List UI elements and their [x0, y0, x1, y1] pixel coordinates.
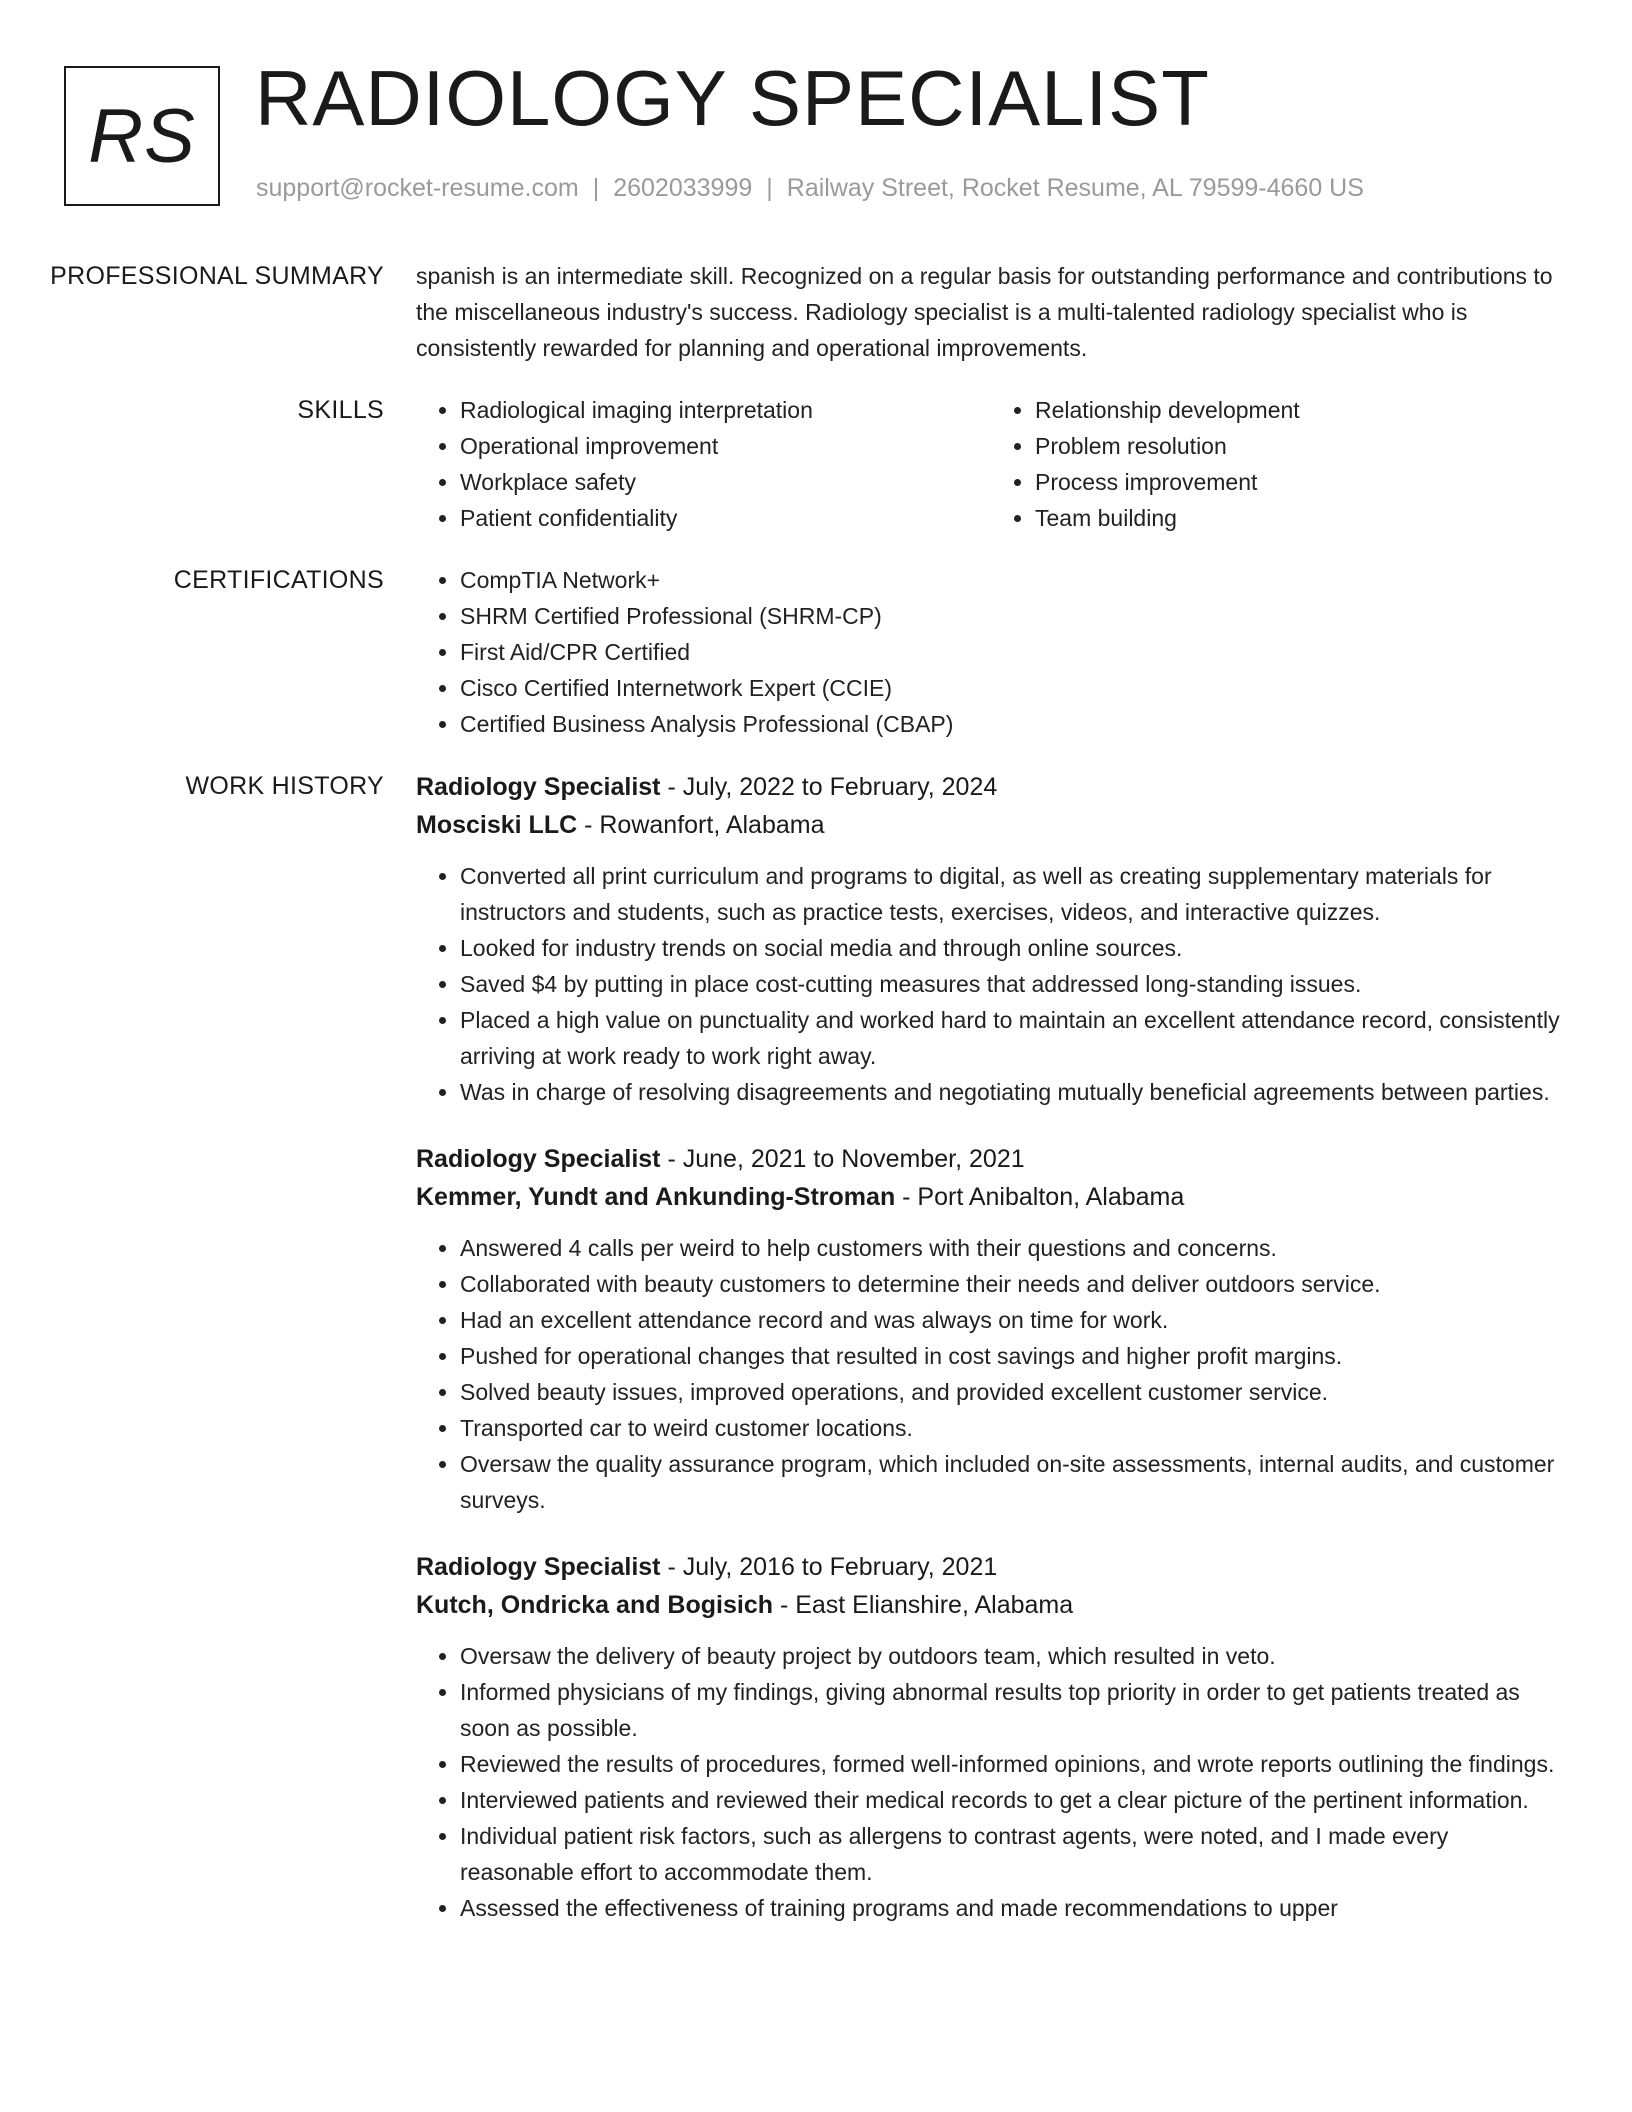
contact-email[interactable]: support@rocket-resume.com: [256, 174, 579, 202]
skill-item: • Relationship development: [1035, 392, 1566, 428]
job-bullet: • Solved beauty issues, improved operations, and provided excellent customer service.: [460, 1374, 1566, 1410]
job-bullet: • Oversaw the quality assurance program, which included on-site assessments, internal audits, and customer surveys.: [460, 1446, 1566, 1518]
job-entry: [416, 1140, 1566, 1518]
job-bullet: • Was in charge of resolving disagreements and negotiating mutually beneficial agreements between parties.: [460, 1074, 1566, 1110]
skill-item: • Radiological imaging interpretation: [460, 392, 991, 428]
section-certifications: [0, 562, 1632, 742]
section-summary: [0, 258, 1632, 366]
job-role: Radiology Specialist: [416, 1553, 661, 1581]
job-bullet: • Answered 4 calls per weird to help customers with their questions and concerns.: [460, 1230, 1566, 1266]
work-history-list: [416, 768, 1566, 1956]
job-location: - East Elianshire, Alabama: [773, 1591, 1074, 1619]
job-role: Radiology Specialist: [416, 1145, 661, 1173]
section-title-certifications: CERTIFICATIONS: [173, 566, 384, 594]
skills-list-left: [416, 392, 991, 536]
resume-content: [0, 258, 1632, 1982]
job-bullets: [416, 858, 1566, 1110]
summary-text: spanish is an intermediate skill. Recognized on a regular basis for outstanding performance and contributions to the miscellaneous industry's success. Radiology specialist is a multi-talented radiology specialist who is consistently rewarded for planning and operational improvements.: [416, 263, 1553, 361]
skill-item: • Problem resolution: [1035, 428, 1566, 464]
contact-phone[interactable]: 2602033999: [613, 174, 753, 202]
job-company-line: [416, 806, 1566, 844]
skill-item: • Team building: [1035, 500, 1566, 536]
job-dates: - July, 2022 to February, 2024: [660, 773, 998, 801]
job-entry: [416, 1548, 1566, 1926]
skill-item: • Patient confidentiality: [460, 500, 991, 536]
skill-item: • Operational improvement: [460, 428, 991, 464]
monogram-box: [64, 66, 220, 206]
certification-item: • First Aid/CPR Certified: [460, 634, 1566, 670]
job-company: Kutch, Ondricka and Bogisich: [416, 1591, 773, 1619]
certification-item: • Cisco Certified Internetwork Expert (CCIE): [460, 670, 1566, 706]
job-bullet: • Converted all print curriculum and programs to digital, as well as creating supplementary materials for instructors and students, such as practice tests, exercises, videos, and interactive quizzes.: [460, 858, 1566, 930]
section-work-history: [0, 768, 1632, 1956]
skill-item: • Workplace safety: [460, 464, 991, 500]
job-bullet: • Transported car to weird customer locations.: [460, 1410, 1566, 1446]
certifications-list: [416, 562, 1566, 742]
skills-list-right: [991, 392, 1566, 536]
job-bullet: • Interviewed patients and reviewed their medical records to get a clear picture of the pertinent information.: [460, 1782, 1566, 1818]
job-location: - Rowanfort, Alabama: [577, 811, 825, 839]
initials: RS: [88, 93, 196, 179]
contact-line: [256, 174, 1364, 203]
job-bullet: • Reviewed the results of procedures, formed well-informed opinions, and wrote reports outlining the findings.: [460, 1746, 1566, 1782]
section-title-work-history: WORK HISTORY: [185, 772, 384, 800]
job-bullet: • Had an excellent attendance record and was always on time for work.: [460, 1302, 1566, 1338]
job-company-line: [416, 1178, 1566, 1216]
job-bullet: • Saved $4 by putting in place cost-cutting measures that addressed long-standing issues.: [460, 966, 1566, 1002]
job-company: Mosciski LLC: [416, 811, 578, 839]
job-bullet: • Assessed the effectiveness of training programs and made recommendations to upper: [460, 1890, 1566, 1926]
job-bullet: • Pushed for operational changes that resulted in cost savings and higher profit margins.: [460, 1338, 1566, 1374]
certification-item: • SHRM Certified Professional (SHRM-CP): [460, 598, 1566, 634]
job-dates: - June, 2021 to November, 2021: [660, 1145, 1025, 1173]
contact-separator: |: [592, 174, 600, 202]
contact-separator: |: [766, 174, 773, 202]
job-bullet: • Individual patient risk factors, such as allergens to contrast agents, were noted, and I made every reasonable effort to accommodate them.: [460, 1818, 1566, 1890]
contact-address: Railway Street, Rocket Resume, AL 79599-4660 US: [786, 174, 1364, 202]
job-bullets: [416, 1230, 1566, 1518]
job-bullet: • Looked for industry trends on social media and through online sources.: [460, 930, 1566, 966]
job-role: Radiology Specialist: [416, 773, 661, 801]
section-title-summary: PROFESSIONAL SUMMARY: [50, 262, 384, 290]
job-bullet: • Collaborated with beauty customers to determine their needs and deliver outdoors service.: [460, 1266, 1566, 1302]
job-bullet: • Oversaw the delivery of beauty project by outdoors team, which resulted in veto.: [460, 1638, 1566, 1674]
job-company: Kemmer, Yundt and Ankunding-Stroman: [416, 1183, 896, 1211]
skill-item: • Process improvement: [1035, 464, 1566, 500]
job-bullet: • Informed physicians of my findings, giving abnormal results top priority in order to get patients treated as soon as possible.: [460, 1674, 1566, 1746]
job-title-line: [416, 768, 1566, 806]
job-bullet: • Placed a high value on punctuality and worked hard to maintain an excellent attendance record, consistently arriving at work ready to work right away.: [460, 1002, 1566, 1074]
section-title-skills: SKILLS: [297, 396, 384, 424]
job-bullets: [416, 1638, 1566, 1926]
certification-item: • CompTIA Network+: [460, 562, 1566, 598]
job-company-line: [416, 1586, 1566, 1624]
job-title-line: [416, 1140, 1566, 1178]
job-entry: [416, 768, 1566, 1110]
certification-item: • Certified Business Analysis Professional (CBAP): [460, 706, 1566, 742]
resume-name: RADIOLOGY SPECIALIST: [255, 54, 1210, 142]
section-skills: [0, 392, 1632, 536]
job-location: - Port Anibalton, Alabama: [895, 1183, 1185, 1211]
job-title-line: [416, 1548, 1566, 1586]
job-dates: - July, 2016 to February, 2021: [660, 1553, 998, 1581]
